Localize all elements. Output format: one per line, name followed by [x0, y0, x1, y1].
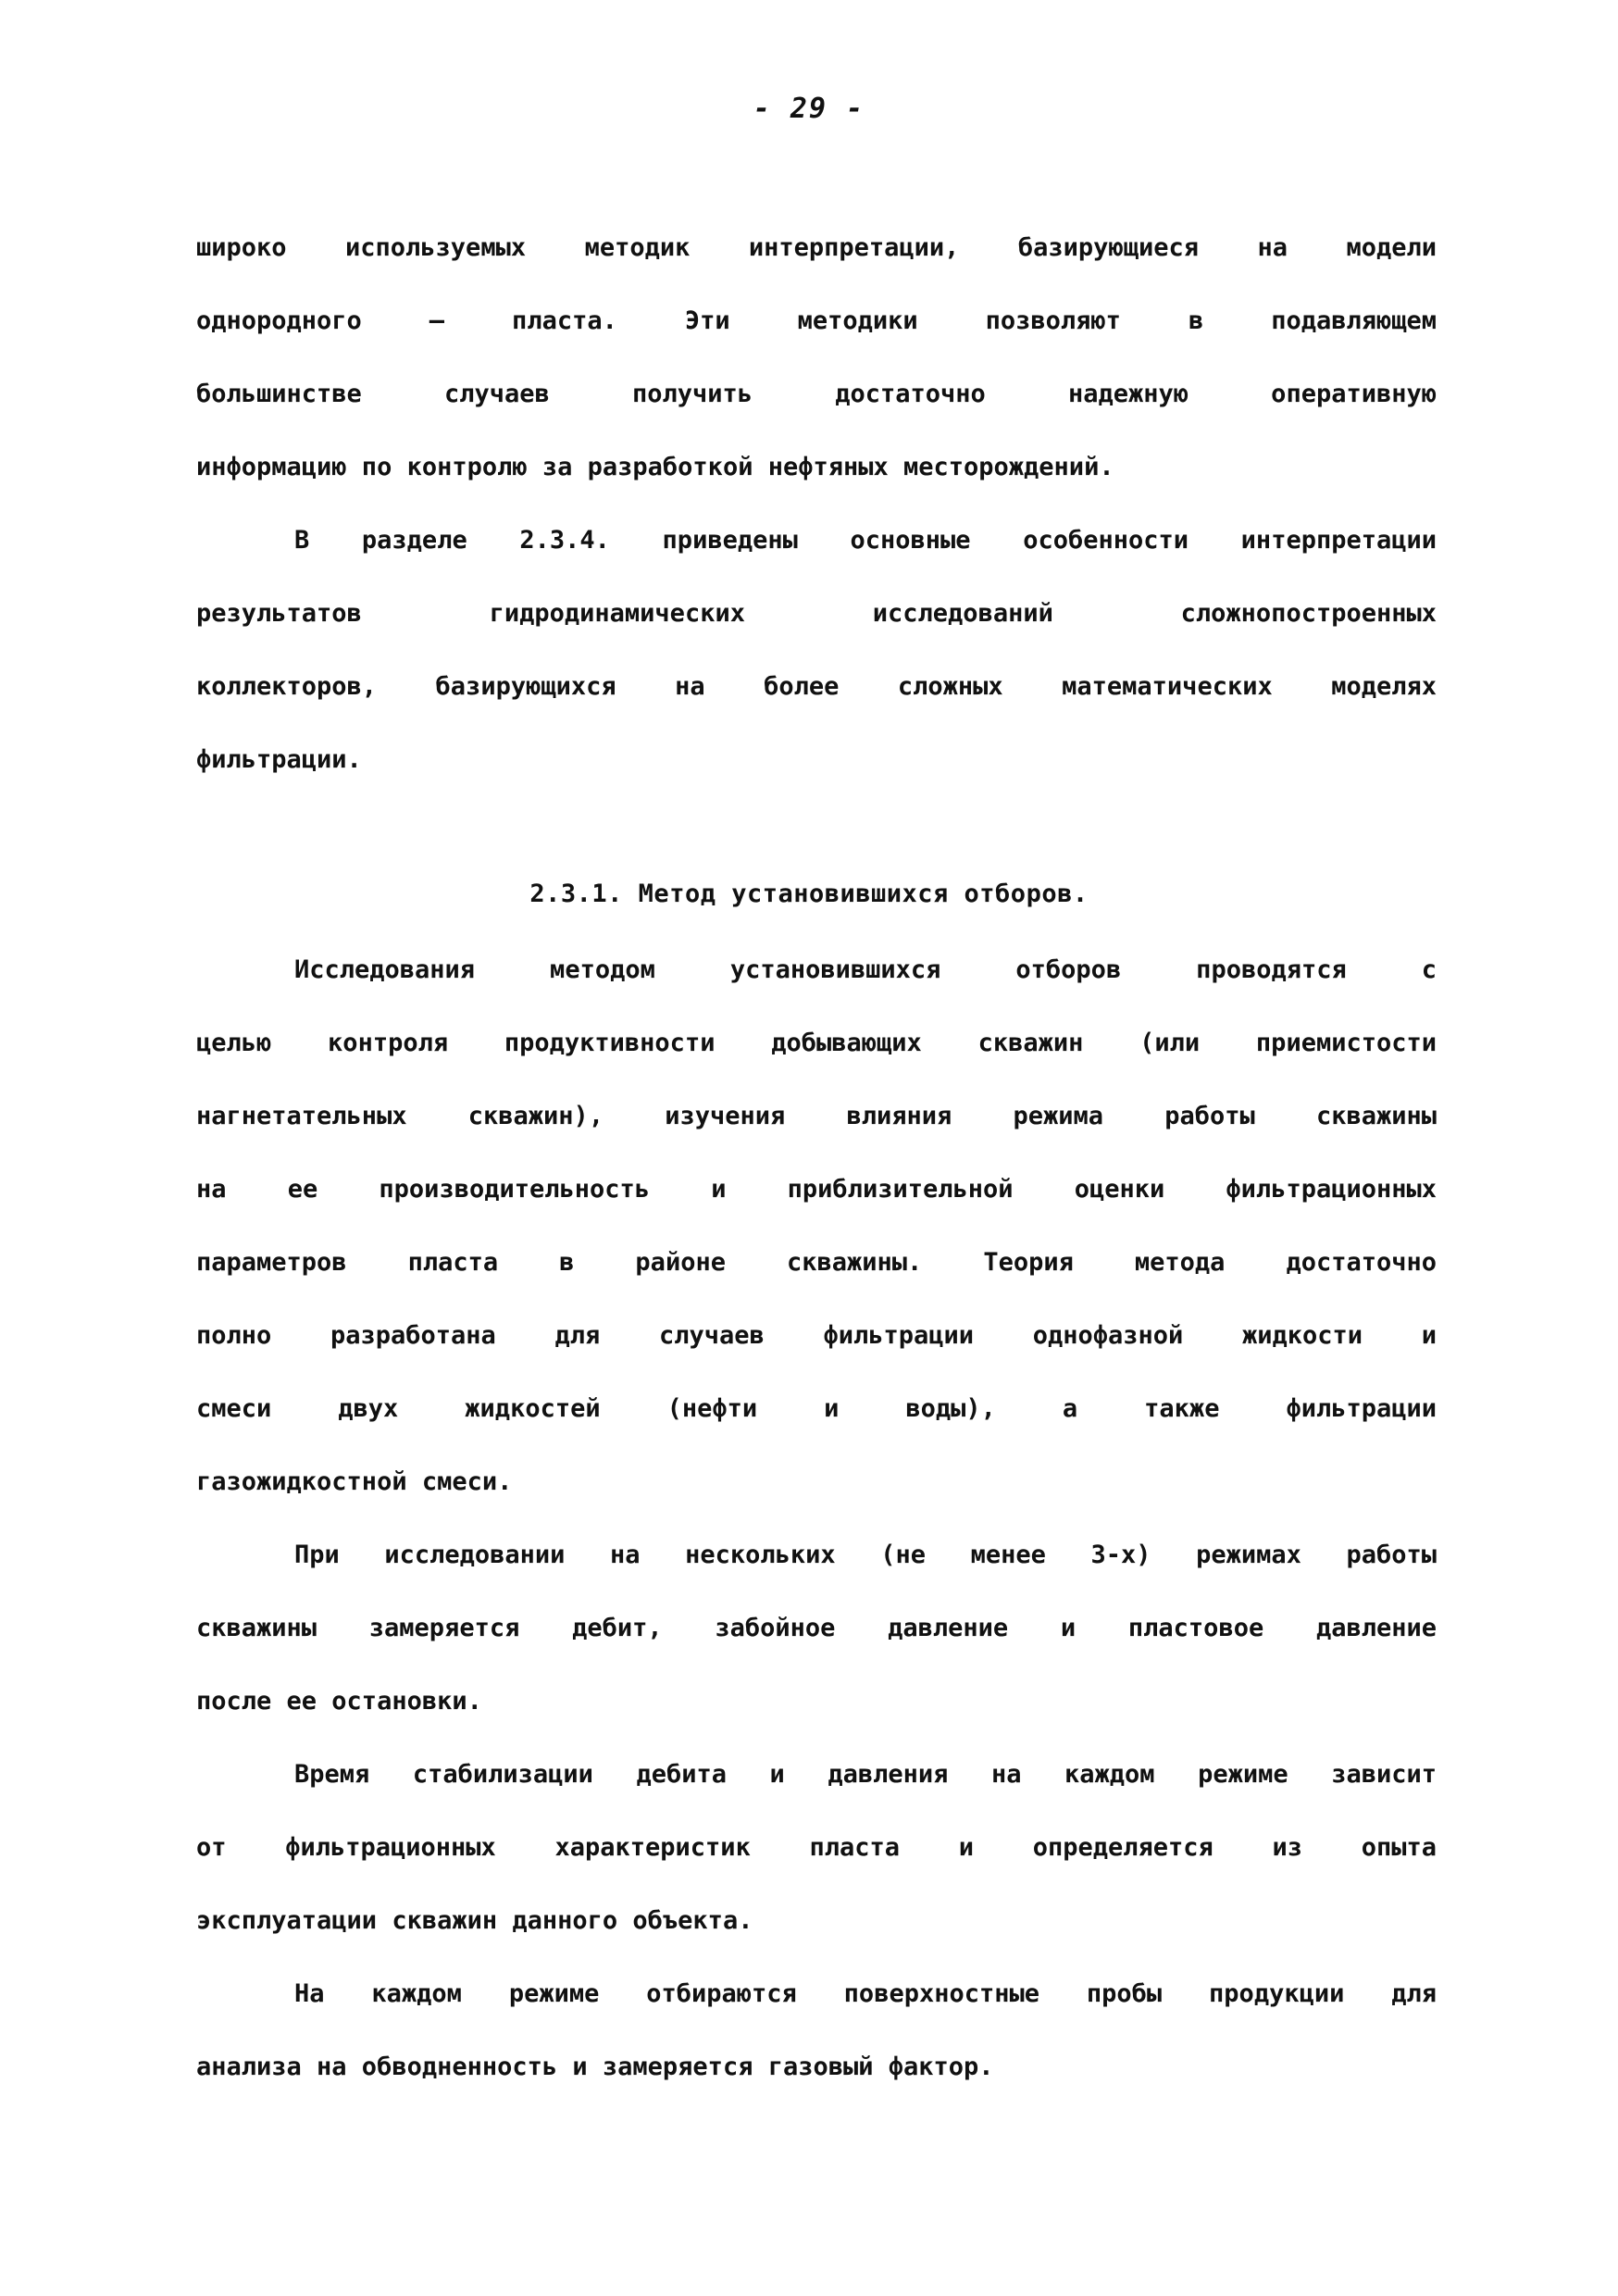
text-line: коллекторов, базирующихся на более сложных математических моделях: [196, 672, 1437, 701]
text-line: результатов гидродинамических исследований сложнопостроенных: [196, 599, 1437, 628]
text-line: На каждом режиме отбираются поверхностные пробы продукции для: [294, 1979, 1437, 2008]
text-line: большинстве случаев получить достаточно надежную оперативную: [196, 380, 1437, 408]
text-line: нагнетательных скважин), изучения влияния режима работы скважины: [196, 1102, 1437, 1130]
text-line: параметров пласта в районе скважины. Теория метода достаточно: [196, 1248, 1437, 1277]
text-line: анализа на обводненность и замеряется газовый фактор.: [196, 2053, 994, 2081]
text-line: фильтрации.: [196, 745, 362, 774]
text-line: полно разработана для случаев фильтрации однофазной жидкости и: [196, 1321, 1437, 1350]
text-line: после ее остановки.: [196, 1687, 482, 1716]
text-line: Исследования методом установившихся отборов проводятся с: [294, 955, 1437, 984]
text-line: от фильтрационных характеристик пласта и определяется из опыта: [196, 1833, 1437, 1862]
text-line: Время стабилизации дебита и давления на каждом режиме зависит: [294, 1760, 1437, 1789]
text-line: однородного — пласта. Эти методики позволяют в подавляющем: [196, 306, 1437, 335]
page-number: - 29 -: [753, 93, 865, 125]
section-heading: 2.3.1. Метод установившихся отборов.: [529, 880, 1089, 908]
text-line: скважины замеряется дебит, забойное давление и пластовое давление: [196, 1614, 1437, 1642]
text-block-section: [196, 933, 1437, 2103]
text-line: широко используемых методик интерпретации, базирующиеся на модели: [196, 233, 1437, 262]
text-line: При исследовании на нескольких (не менее 3-х) режимах работы: [294, 1541, 1437, 1569]
text-line: эксплуатации скважин данного объекта.: [196, 1906, 753, 1935]
text-line: целью контроля продуктивности добывающих скважин (или приемистости: [196, 1029, 1437, 1057]
text-line: газожидкостной смеси.: [196, 1467, 513, 1496]
text-block-intro: [196, 211, 1437, 796]
text-line: В разделе 2.3.4. приведены основные особенности интерпретации: [294, 526, 1437, 555]
text-line: информацию по контролю за разработкой нефтяных месторождений.: [196, 453, 1114, 481]
text-line: смеси двух жидкостей (нефти и воды), а также фильтрации: [196, 1394, 1437, 1423]
text-line: на ее производительность и приблизительной оценки фильтрационных: [196, 1175, 1437, 1204]
